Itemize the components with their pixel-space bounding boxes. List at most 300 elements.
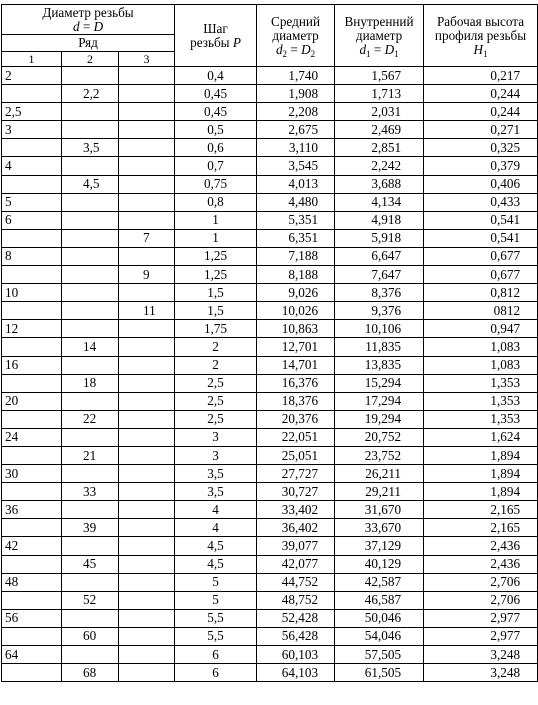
cell-series-3 (119, 609, 175, 627)
cell-profile-height: 0,325 (424, 139, 538, 157)
cell-series-2 (62, 609, 119, 627)
header-pitch-line2: резьбы (190, 34, 233, 50)
table-row (2, 284, 538, 302)
cell-mean-diameter: 60,103 (257, 646, 335, 664)
cell-mean-diameter: 1,908 (257, 85, 335, 103)
header-mean-diameter (257, 5, 335, 67)
cell-series-3 (119, 67, 175, 85)
cell-series-3 (119, 465, 175, 483)
cell-pitch: 0,45 (175, 103, 257, 121)
cell-series-3 (119, 121, 175, 139)
cell-inner-diameter: 8,376 (335, 284, 424, 302)
cell-series-3 (119, 664, 175, 682)
cell-series-1: 6 (2, 211, 62, 229)
table-row (2, 175, 538, 193)
cell-series-2 (62, 573, 119, 591)
table-row (2, 627, 538, 645)
cell-series-2 (62, 284, 119, 302)
header-diameter-D: D (93, 19, 104, 34)
cell-mean-diameter: 8,188 (257, 266, 335, 284)
header-series-2: 2 (62, 52, 119, 67)
table-row (2, 338, 538, 356)
cell-pitch: 5 (175, 591, 257, 609)
header-series: Ряд (2, 35, 175, 52)
cell-profile-height: 1,353 (424, 374, 538, 392)
cell-mean-diameter: 14,701 (257, 356, 335, 374)
cell-mean-diameter: 48,752 (257, 591, 335, 609)
header-inner-diameter (335, 5, 424, 67)
cell-series-1 (2, 664, 62, 682)
cell-profile-height: 1,894 (424, 483, 538, 501)
header-height-sym: H (473, 41, 484, 57)
header-inner-sub-right: 1 (394, 48, 399, 59)
cell-pitch: 3,5 (175, 483, 257, 501)
cell-mean-diameter: 2,675 (257, 121, 335, 139)
cell-inner-diameter: 42,587 (335, 573, 424, 591)
cell-pitch: 4 (175, 501, 257, 519)
cell-series-2 (62, 465, 119, 483)
cell-inner-diameter: 11,835 (335, 338, 424, 356)
cell-series-1 (2, 85, 62, 103)
cell-inner-diameter: 2,242 (335, 157, 424, 175)
cell-pitch: 0,45 (175, 85, 257, 103)
cell-pitch: 2,5 (175, 392, 257, 410)
cell-profile-height: 0812 (424, 302, 538, 320)
cell-series-3 (119, 573, 175, 591)
table-row (2, 266, 538, 284)
cell-mean-diameter: 4,480 (257, 193, 335, 211)
cell-series-3 (119, 175, 175, 193)
cell-inner-diameter: 2,469 (335, 121, 424, 139)
table-row (2, 320, 538, 338)
cell-series-3 (119, 284, 175, 302)
cell-series-2: 33 (62, 483, 119, 501)
cell-mean-diameter: 56,428 (257, 627, 335, 645)
cell-series-2: 52 (62, 591, 119, 609)
cell-series-3 (119, 392, 175, 410)
cell-series-1 (2, 555, 62, 573)
cell-profile-height: 2,165 (424, 501, 538, 519)
cell-series-2 (62, 157, 119, 175)
header-diameter (2, 5, 175, 35)
cell-mean-diameter: 5,351 (257, 211, 335, 229)
cell-series-3 (119, 627, 175, 645)
table-row (2, 573, 538, 591)
header-inner-sym-left: d (359, 41, 367, 57)
cell-series-1: 5 (2, 193, 62, 211)
cell-profile-height: 2,165 (424, 519, 538, 537)
cell-series-1: 2,5 (2, 103, 62, 121)
table-row (2, 609, 538, 627)
cell-profile-height: 0,244 (424, 85, 538, 103)
cell-pitch: 0,8 (175, 193, 257, 211)
cell-series-2: 21 (62, 446, 119, 464)
cell-series-1: 16 (2, 356, 62, 374)
table-row (2, 67, 538, 85)
table-row (2, 483, 538, 501)
cell-series-3: 9 (119, 266, 175, 284)
cell-pitch: 0,6 (175, 139, 257, 157)
cell-pitch: 1,25 (175, 266, 257, 284)
cell-mean-diameter: 30,727 (257, 483, 335, 501)
cell-series-1: 3 (2, 121, 62, 139)
cell-mean-diameter: 36,402 (257, 519, 335, 537)
table-row (2, 664, 538, 682)
cell-series-2 (62, 392, 119, 410)
table-row (2, 229, 538, 247)
cell-mean-diameter: 16,376 (257, 374, 335, 392)
cell-mean-diameter: 39,077 (257, 537, 335, 555)
cell-series-2 (62, 356, 119, 374)
cell-pitch: 6 (175, 646, 257, 664)
cell-pitch: 2,5 (175, 374, 257, 392)
cell-inner-diameter: 1,567 (335, 67, 424, 85)
cell-inner-diameter: 54,046 (335, 627, 424, 645)
cell-profile-height: 1,894 (424, 446, 538, 464)
header-mean-line2: диаметр (272, 27, 319, 43)
table-row (2, 247, 538, 265)
cell-series-1: 36 (2, 501, 62, 519)
cell-profile-height: 3,248 (424, 646, 538, 664)
cell-series-1 (2, 627, 62, 645)
cell-series-1 (2, 519, 62, 537)
table-row (2, 103, 538, 121)
cell-series-3 (119, 555, 175, 573)
cell-inner-diameter: 3,688 (335, 175, 424, 193)
cell-profile-height: 2,977 (424, 627, 538, 645)
header-inner-sub-left: 1 (366, 48, 371, 59)
cell-pitch: 4,5 (175, 537, 257, 555)
cell-profile-height: 0,677 (424, 247, 538, 265)
cell-profile-height: 2,706 (424, 573, 538, 591)
cell-mean-diameter: 9,026 (257, 284, 335, 302)
cell-series-1: 12 (2, 320, 62, 338)
header-height-line1: Рабочая высота (436, 13, 525, 29)
cell-series-1: 8 (2, 247, 62, 265)
cell-profile-height: 0,406 (424, 175, 538, 193)
table-row (2, 302, 538, 320)
cell-series-2: 68 (62, 664, 119, 682)
cell-series-3 (119, 356, 175, 374)
header-diameter-d: d (72, 19, 80, 34)
cell-series-3 (119, 446, 175, 464)
cell-pitch: 3,5 (175, 465, 257, 483)
cell-inner-diameter: 10,106 (335, 320, 424, 338)
cell-series-1 (2, 446, 62, 464)
header-pitch (175, 5, 257, 67)
cell-pitch: 1,5 (175, 302, 257, 320)
cell-series-3 (119, 374, 175, 392)
cell-series-1: 56 (2, 609, 62, 627)
cell-series-3 (119, 483, 175, 501)
cell-series-3 (119, 247, 175, 265)
cell-pitch: 3 (175, 428, 257, 446)
header-mean-sym-left: d (275, 41, 283, 57)
header-profile-height (424, 5, 538, 67)
table-row (2, 446, 538, 464)
cell-series-3 (119, 537, 175, 555)
cell-mean-diameter: 64,103 (257, 664, 335, 682)
cell-profile-height: 0,677 (424, 266, 538, 284)
cell-mean-diameter: 27,727 (257, 465, 335, 483)
cell-mean-diameter: 33,402 (257, 501, 335, 519)
cell-mean-diameter: 10,863 (257, 320, 335, 338)
cell-series-3 (119, 211, 175, 229)
cell-pitch: 2 (175, 338, 257, 356)
table-row (2, 537, 538, 555)
cell-mean-diameter: 10,026 (257, 302, 335, 320)
cell-inner-diameter: 5,918 (335, 229, 424, 247)
cell-inner-diameter: 26,211 (335, 465, 424, 483)
cell-series-1 (2, 139, 62, 157)
cell-mean-diameter: 4,013 (257, 175, 335, 193)
thread-parameters-table (1, 4, 538, 682)
cell-series-2: 2,2 (62, 85, 119, 103)
cell-series-2 (62, 537, 119, 555)
cell-pitch: 0,75 (175, 175, 257, 193)
cell-mean-diameter: 52,428 (257, 609, 335, 627)
cell-series-3 (119, 410, 175, 428)
cell-series-2 (62, 247, 119, 265)
cell-mean-diameter: 18,376 (257, 392, 335, 410)
cell-pitch: 5 (175, 573, 257, 591)
table-row (2, 85, 538, 103)
cell-profile-height: 1,083 (424, 338, 538, 356)
cell-mean-diameter: 7,188 (257, 247, 335, 265)
cell-series-2: 60 (62, 627, 119, 645)
cell-profile-height: 2,977 (424, 609, 538, 627)
cell-inner-diameter: 17,294 (335, 392, 424, 410)
cell-pitch: 2 (175, 356, 257, 374)
cell-profile-height: 1,353 (424, 410, 538, 428)
cell-profile-height: 3,248 (424, 664, 538, 682)
cell-pitch: 0,4 (175, 67, 257, 85)
cell-series-2: 14 (62, 338, 119, 356)
cell-series-3 (119, 103, 175, 121)
cell-profile-height: 0,947 (424, 320, 538, 338)
header-diameter-title: Диаметр резьбы (42, 5, 134, 20)
cell-mean-diameter: 3,545 (257, 157, 335, 175)
table-row (2, 356, 538, 374)
cell-series-1 (2, 302, 62, 320)
cell-profile-height: 1,353 (424, 392, 538, 410)
table-row (2, 121, 538, 139)
header-inner-line2: диаметр (355, 27, 403, 43)
cell-pitch: 1,75 (175, 320, 257, 338)
cell-inner-diameter: 4,134 (335, 193, 424, 211)
table-row (2, 193, 538, 211)
header-series-3: 3 (119, 52, 175, 67)
cell-series-3 (119, 501, 175, 519)
cell-series-1 (2, 266, 62, 284)
cell-profile-height: 0,812 (424, 284, 538, 302)
table-row (2, 392, 538, 410)
cell-pitch: 0,7 (175, 157, 257, 175)
cell-series-2 (62, 646, 119, 664)
cell-profile-height: 0,244 (424, 103, 538, 121)
cell-profile-height: 2,706 (424, 591, 538, 609)
cell-inner-diameter: 2,031 (335, 103, 424, 121)
cell-mean-diameter: 3,110 (257, 139, 335, 157)
cell-series-3 (119, 338, 175, 356)
cell-series-2: 3,5 (62, 139, 119, 157)
cell-series-1: 10 (2, 284, 62, 302)
cell-inner-diameter: 31,670 (335, 501, 424, 519)
table-row (2, 139, 538, 157)
cell-series-3 (119, 85, 175, 103)
cell-pitch: 1 (175, 211, 257, 229)
cell-series-2 (62, 428, 119, 446)
cell-inner-diameter: 1,713 (335, 85, 424, 103)
header-mean-sub-right: 2 (310, 48, 316, 59)
cell-series-3 (119, 139, 175, 157)
cell-series-1: 2 (2, 67, 62, 85)
header-series-1: 1 (2, 52, 62, 67)
header-mean-line1: Средний (271, 13, 320, 29)
cell-pitch: 1,25 (175, 247, 257, 265)
cell-inner-diameter: 46,587 (335, 591, 424, 609)
cell-inner-diameter: 19,294 (335, 410, 424, 428)
cell-series-1: 48 (2, 573, 62, 591)
cell-mean-diameter: 25,051 (257, 446, 335, 464)
cell-pitch: 1 (175, 229, 257, 247)
cell-series-1: 20 (2, 392, 62, 410)
cell-pitch: 5,5 (175, 627, 257, 645)
cell-inner-diameter: 40,129 (335, 555, 424, 573)
cell-profile-height: 0,541 (424, 211, 538, 229)
cell-profile-height: 1,083 (424, 356, 538, 374)
cell-inner-diameter: 13,835 (335, 356, 424, 374)
cell-profile-height: 0,271 (424, 121, 538, 139)
header-mean-eq: = (287, 41, 302, 57)
cell-series-1 (2, 591, 62, 609)
cell-profile-height: 1,624 (424, 428, 538, 446)
cell-inner-diameter: 37,129 (335, 537, 424, 555)
cell-profile-height: 2,436 (424, 555, 538, 573)
header-inner-line1: Внутренний (344, 13, 414, 29)
header-inner-eq: = (370, 41, 385, 57)
cell-mean-diameter: 2,208 (257, 103, 335, 121)
cell-profile-height: 0,379 (424, 157, 538, 175)
cell-series-2: 39 (62, 519, 119, 537)
cell-mean-diameter: 20,376 (257, 410, 335, 428)
cell-pitch: 4,5 (175, 555, 257, 573)
cell-series-3 (119, 646, 175, 664)
cell-series-3 (119, 428, 175, 446)
cell-series-1: 4 (2, 157, 62, 175)
cell-series-2: 4,5 (62, 175, 119, 193)
cell-mean-diameter: 12,701 (257, 338, 335, 356)
cell-series-1 (2, 483, 62, 501)
table-body (2, 67, 538, 682)
cell-series-2 (62, 229, 119, 247)
table-row (2, 211, 538, 229)
cell-pitch: 6 (175, 664, 257, 682)
cell-series-1 (2, 410, 62, 428)
cell-series-2 (62, 193, 119, 211)
cell-mean-diameter: 22,051 (257, 428, 335, 446)
table-row (2, 465, 538, 483)
cell-mean-diameter: 1,740 (257, 67, 335, 85)
header-height-line2: профиля резьбы (434, 27, 527, 43)
table-row (2, 428, 538, 446)
cell-profile-height: 1,894 (424, 465, 538, 483)
cell-inner-diameter: 23,752 (335, 446, 424, 464)
table-row (2, 501, 538, 519)
header-pitch-line1: Шаг (203, 20, 228, 36)
cell-series-3 (119, 591, 175, 609)
cell-series-1: 64 (2, 646, 62, 664)
cell-series-1: 24 (2, 428, 62, 446)
cell-profile-height: 0,217 (424, 67, 538, 85)
header-mean-sym-right: D (301, 41, 311, 57)
cell-pitch: 3 (175, 446, 257, 464)
header-pitch-symbol: P (232, 34, 241, 50)
cell-inner-diameter: 2,851 (335, 139, 424, 157)
cell-series-3 (119, 193, 175, 211)
cell-pitch: 0,5 (175, 121, 257, 139)
cell-inner-diameter: 50,046 (335, 609, 424, 627)
table-row (2, 410, 538, 428)
cell-mean-diameter: 42,077 (257, 555, 335, 573)
cell-series-1 (2, 229, 62, 247)
cell-pitch: 5,5 (175, 609, 257, 627)
cell-inner-diameter: 7,647 (335, 266, 424, 284)
cell-series-2 (62, 266, 119, 284)
cell-mean-diameter: 44,752 (257, 573, 335, 591)
cell-pitch: 4 (175, 519, 257, 537)
cell-inner-diameter: 29,211 (335, 483, 424, 501)
cell-series-2: 45 (62, 555, 119, 573)
header-diameter-eq: = (79, 19, 94, 34)
cell-series-2 (62, 302, 119, 320)
header-height-sub: 1 (483, 48, 488, 59)
cell-series-3: 7 (119, 229, 175, 247)
cell-series-2 (62, 121, 119, 139)
cell-series-2 (62, 320, 119, 338)
cell-inner-diameter: 4,918 (335, 211, 424, 229)
cell-series-3: 11 (119, 302, 175, 320)
table-row (2, 374, 538, 392)
cell-series-3 (119, 320, 175, 338)
cell-series-1: 30 (2, 465, 62, 483)
cell-mean-diameter: 6,351 (257, 229, 335, 247)
table-header (2, 5, 538, 67)
table-row (2, 157, 538, 175)
cell-profile-height: 0,541 (424, 229, 538, 247)
cell-pitch: 2,5 (175, 410, 257, 428)
table-row (2, 646, 538, 664)
cell-series-2: 18 (62, 374, 119, 392)
cell-profile-height: 0,433 (424, 193, 538, 211)
table-row (2, 519, 538, 537)
cell-inner-diameter: 20,752 (335, 428, 424, 446)
cell-series-2: 22 (62, 410, 119, 428)
cell-series-3 (119, 157, 175, 175)
cell-series-3 (119, 519, 175, 537)
cell-inner-diameter: 9,376 (335, 302, 424, 320)
table-row (2, 555, 538, 573)
header-inner-sym-right: D (384, 41, 395, 57)
cell-inner-diameter: 15,294 (335, 374, 424, 392)
cell-profile-height: 2,436 (424, 537, 538, 555)
cell-pitch: 1,5 (175, 284, 257, 302)
cell-series-1 (2, 374, 62, 392)
cell-inner-diameter: 33,670 (335, 519, 424, 537)
cell-inner-diameter: 61,505 (335, 664, 424, 682)
cell-series-2 (62, 103, 119, 121)
cell-series-1 (2, 175, 62, 193)
